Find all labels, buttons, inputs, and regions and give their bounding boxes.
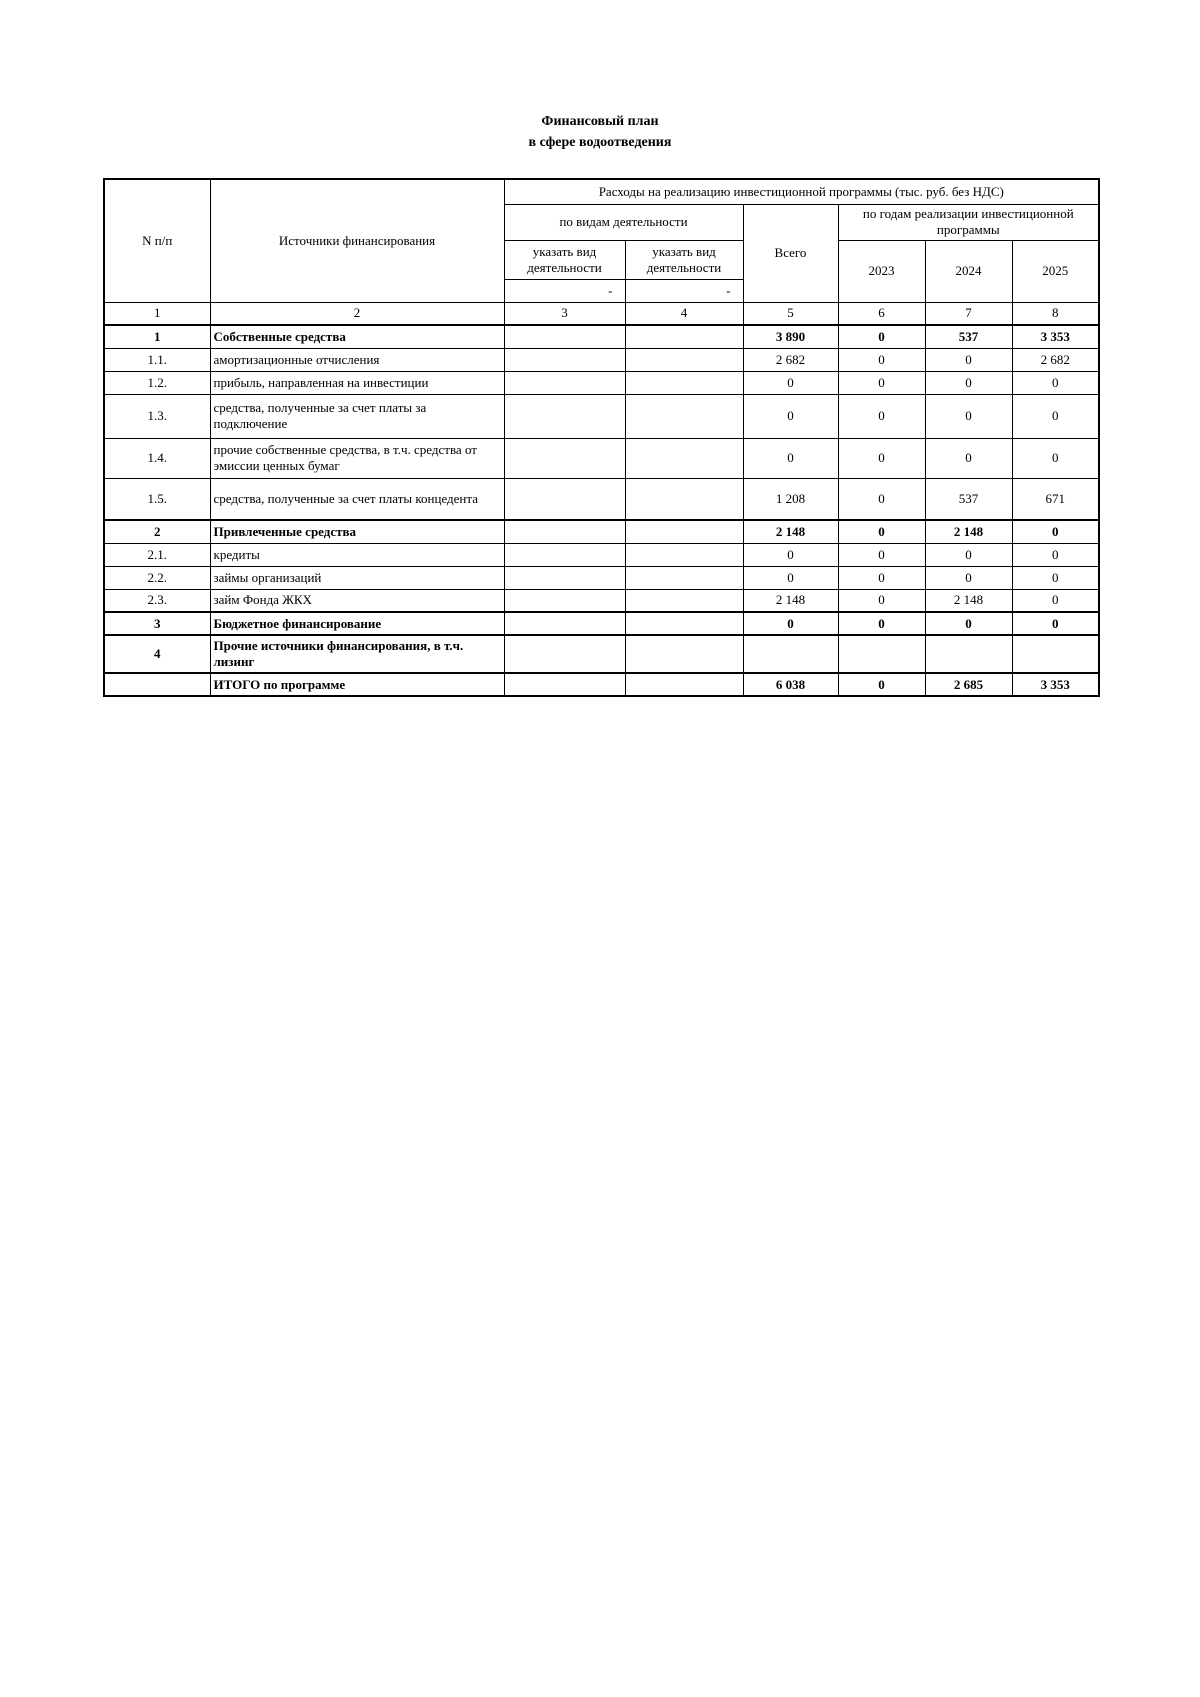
row-total: 0	[743, 566, 838, 589]
row-activity-1	[504, 589, 625, 612]
row-2024: 0	[925, 438, 1012, 478]
row-2025: 0	[1012, 589, 1099, 612]
row-2024: 0	[925, 394, 1012, 438]
row-activity-1	[504, 673, 625, 696]
row-source: займы организаций	[210, 566, 504, 589]
row-num: 2.2.	[104, 566, 210, 589]
row-total: 1 208	[743, 478, 838, 520]
row-2024: 537	[925, 325, 1012, 348]
row-2023	[838, 635, 925, 673]
row-num: 1.2.	[104, 371, 210, 394]
financial-plan-table	[103, 178, 1100, 697]
row-2024	[925, 635, 1012, 673]
row-2025: 0	[1012, 543, 1099, 566]
row-total: 2 148	[743, 520, 838, 543]
row-source: кредиты	[210, 543, 504, 566]
header-year-2023: 2023	[838, 240, 925, 302]
row-2025: 0	[1012, 520, 1099, 543]
column-number: 3	[504, 302, 625, 325]
row-2025: 0	[1012, 438, 1099, 478]
row-2025: 3 353	[1012, 325, 1099, 348]
row-2023: 0	[838, 520, 925, 543]
table-row	[104, 566, 1099, 589]
row-activity-2	[625, 566, 743, 589]
activity-2-value: -	[625, 279, 743, 302]
row-total: 0	[743, 438, 838, 478]
row-total: 6 038	[743, 673, 838, 696]
column-number: 8	[1012, 302, 1099, 325]
row-2025: 0	[1012, 371, 1099, 394]
row-2023: 0	[838, 673, 925, 696]
row-2024: 0	[925, 566, 1012, 589]
row-2023: 0	[838, 438, 925, 478]
header-year-2024: 2024	[925, 240, 1012, 302]
header-total: Всего	[743, 204, 838, 302]
row-total: 2 148	[743, 589, 838, 612]
row-2024: 0	[925, 371, 1012, 394]
row-source: средства, полученные за счет платы за подключение	[210, 394, 504, 438]
table-row	[104, 612, 1099, 635]
row-activity-1	[504, 635, 625, 673]
row-source: прибыль, направленная на инвестиции	[210, 371, 504, 394]
table-row	[104, 438, 1099, 478]
row-2023: 0	[838, 566, 925, 589]
row-total: 0	[743, 371, 838, 394]
row-2023: 0	[838, 371, 925, 394]
row-activity-2	[625, 348, 743, 371]
column-number: 5	[743, 302, 838, 325]
row-activity-2	[625, 520, 743, 543]
row-activity-2	[625, 438, 743, 478]
row-total: 0	[743, 394, 838, 438]
row-2023: 0	[838, 589, 925, 612]
row-activity-2	[625, 635, 743, 673]
document-subtitle: в сфере водоотведения	[528, 135, 672, 150]
row-2023: 0	[838, 394, 925, 438]
row-source: Прочие источники финансирования, в т.ч. лизинг	[210, 635, 504, 673]
row-activity-1	[504, 348, 625, 371]
table-header	[104, 179, 1099, 325]
row-total: 2 682	[743, 348, 838, 371]
row-activity-1	[504, 478, 625, 520]
row-total: 0	[743, 543, 838, 566]
row-activity-2	[625, 612, 743, 635]
row-activity-1	[504, 371, 625, 394]
table-row	[104, 478, 1099, 520]
row-2024: 0	[925, 543, 1012, 566]
row-activity-1	[504, 438, 625, 478]
row-activity-2	[625, 673, 743, 696]
row-source: Бюджетное финансирование	[210, 612, 504, 635]
header-source: Источники финансирования	[210, 179, 504, 302]
row-total: 0	[743, 612, 838, 635]
table-row	[104, 673, 1099, 696]
row-2024: 2 148	[925, 520, 1012, 543]
row-activity-2	[625, 589, 743, 612]
activity-1-value: -	[504, 279, 625, 302]
row-total: 3 890	[743, 325, 838, 348]
row-2024: 2 685	[925, 673, 1012, 696]
table-row	[104, 348, 1099, 371]
row-num: 2	[104, 520, 210, 543]
table-body	[104, 325, 1099, 696]
row-num: 1	[104, 325, 210, 348]
document-title: Финансовый план	[541, 114, 659, 129]
row-activity-2	[625, 543, 743, 566]
row-2025	[1012, 635, 1099, 673]
row-num: 1.5.	[104, 478, 210, 520]
header-activity-2: указать вид деятельности	[625, 240, 743, 279]
header-activity-1: указать вид деятельности	[504, 240, 625, 279]
row-source: Привлеченные средства	[210, 520, 504, 543]
table-row	[104, 325, 1099, 348]
table-row	[104, 394, 1099, 438]
column-number: 4	[625, 302, 743, 325]
table-row	[104, 543, 1099, 566]
column-number: 1	[104, 302, 210, 325]
row-2023: 0	[838, 612, 925, 635]
row-total	[743, 635, 838, 673]
table-row	[104, 589, 1099, 612]
row-2024: 537	[925, 478, 1012, 520]
column-number: 7	[925, 302, 1012, 325]
row-num: 4	[104, 635, 210, 673]
row-2023: 0	[838, 325, 925, 348]
row-source: прочие собственные средства, в т.ч. средства от эмиссии ценных бумаг	[210, 438, 504, 478]
row-source: средства, полученные за счет платы концедента	[210, 478, 504, 520]
row-activity-2	[625, 478, 743, 520]
row-2024: 0	[925, 612, 1012, 635]
row-2023: 0	[838, 543, 925, 566]
row-num: 2.3.	[104, 589, 210, 612]
header-by-years: по годам реализации инвестиционной программы	[838, 204, 1099, 240]
row-2025: 671	[1012, 478, 1099, 520]
header-by-activity: по видам деятельности	[504, 204, 743, 240]
row-num: 2.1.	[104, 543, 210, 566]
row-2025: 2 682	[1012, 348, 1099, 371]
row-activity-1	[504, 325, 625, 348]
row-source: амортизационные отчисления	[210, 348, 504, 371]
row-source: Собственные средства	[210, 325, 504, 348]
row-activity-1	[504, 566, 625, 589]
row-activity-2	[625, 371, 743, 394]
table-row	[104, 520, 1099, 543]
row-source: ИТОГО по программе	[210, 673, 504, 696]
header-expenses: Расходы на реализацию инвестиционной программы (тыс. руб. без НДС)	[504, 179, 1099, 204]
row-2025: 3 353	[1012, 673, 1099, 696]
row-activity-1	[504, 543, 625, 566]
row-num: 3	[104, 612, 210, 635]
row-2024: 0	[925, 348, 1012, 371]
column-number: 2	[210, 302, 504, 325]
row-2024: 2 148	[925, 589, 1012, 612]
row-activity-1	[504, 394, 625, 438]
row-num: 1.1.	[104, 348, 210, 371]
row-activity-2	[625, 325, 743, 348]
row-activity-1	[504, 612, 625, 635]
row-activity-2	[625, 394, 743, 438]
table-row	[104, 635, 1099, 673]
header-year-2025: 2025	[1012, 240, 1099, 302]
row-2023: 0	[838, 478, 925, 520]
header-num: N п/п	[104, 179, 210, 302]
row-activity-1	[504, 520, 625, 543]
row-2025: 0	[1012, 566, 1099, 589]
column-number: 6	[838, 302, 925, 325]
row-2025: 0	[1012, 394, 1099, 438]
row-source: займ Фонда ЖКХ	[210, 589, 504, 612]
table-row	[104, 371, 1099, 394]
row-num: 1.4.	[104, 438, 210, 478]
row-2025: 0	[1012, 612, 1099, 635]
row-num: 1.3.	[104, 394, 210, 438]
row-2023: 0	[838, 348, 925, 371]
row-num	[104, 673, 210, 696]
